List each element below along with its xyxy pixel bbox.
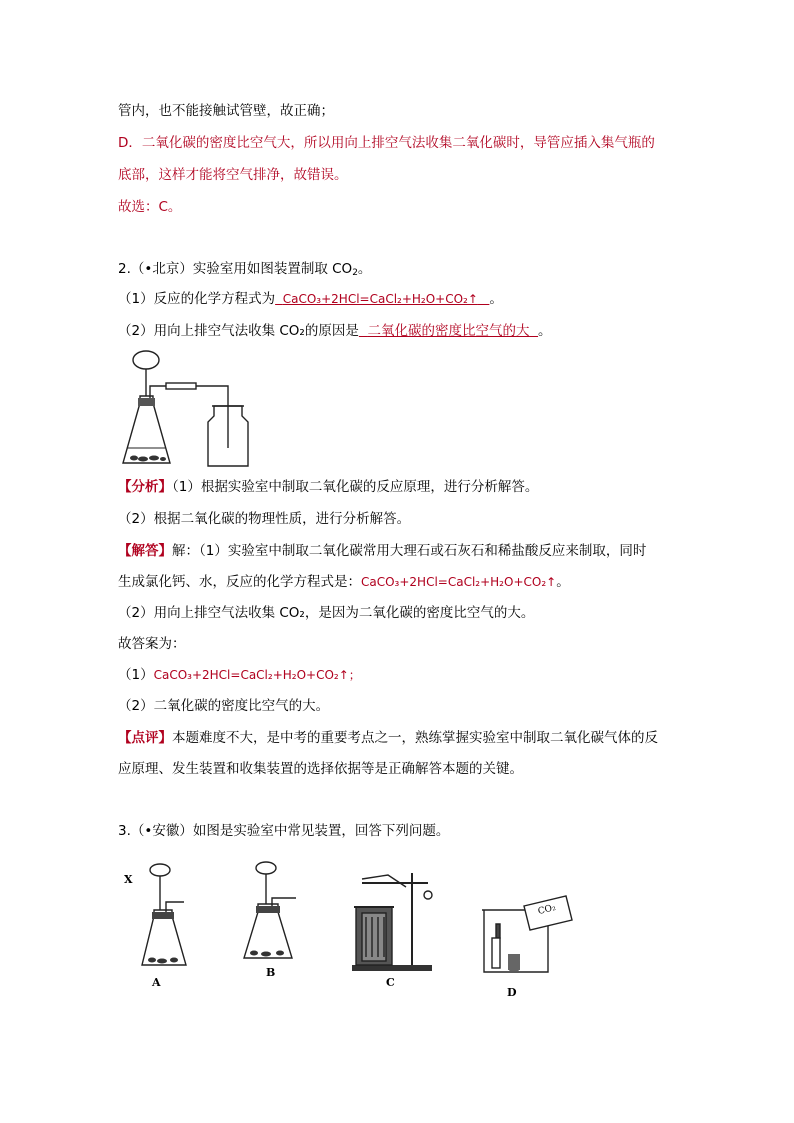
comment-line2: 应原理、发生装置和收集装置的选择依据等是正确解答本题的关键。 xyxy=(118,761,523,777)
label-a: A xyxy=(152,976,161,989)
choice-line: 故选：C。 xyxy=(118,199,182,215)
answer-equation: CaCO₃+2HCl=CaCl₂+H₂O+CO₂↑ xyxy=(361,575,557,589)
answer-line6: （2）二氧化碳的密度比空气的大。 xyxy=(118,698,330,714)
prev-line: 管内，也不能接触试管壁，故正确； xyxy=(118,103,334,119)
answer-tag: 【解答】 xyxy=(118,543,172,559)
apparatus-c xyxy=(348,865,443,975)
apparatus-b xyxy=(238,858,308,968)
answer-line1: 【解答】解：（1）实验室中制取二氧化碳常用大理石或石灰石和稀盐酸反应来制取，同时 xyxy=(118,543,647,559)
q2-part1-answer: CaCO₃+2HCl=CaCl₂+H₂O+CO₂↑ xyxy=(282,292,478,306)
q2-apparatus-figure xyxy=(118,348,268,473)
label-x: X xyxy=(124,873,133,886)
analysis-tag: 【分析】 xyxy=(118,479,172,495)
analysis-line2: （2）根据二氧化碳的物理性质，进行分析解答。 xyxy=(118,511,411,527)
q2-part2: （2）用向上排空气法收集 CO₂的原因是 二氧化碳的密度比空气的大 。 xyxy=(118,323,552,339)
option-d-line2: 底部，这样才能将空气排净，故错误。 xyxy=(118,167,348,183)
answer-line4: 故答案为： xyxy=(118,636,186,652)
analysis-line1: 【分析】（1）根据实验室中制取二氧化碳的反应原理，进行分析解答。 xyxy=(118,479,539,495)
label-d: D xyxy=(507,986,517,999)
q2-part1: （1）反应的化学方程式为 CaCO₃+2HCl=CaCl₂+H₂O+CO₂↑ 。 xyxy=(118,291,503,307)
comment-line1: 【点评】本题难度不大，是中考的重要考点之一，熟练掌握实验室中制取二氧化碳气体的反 xyxy=(118,730,658,746)
option-d-line1: D．二氧化碳的密度比空气大，所以用向上排空气法收集二氧化碳时，导管应插入集气瓶的 xyxy=(118,135,655,151)
answer-line2: 生成氯化钙、水，反应的化学方程式是：CaCO₃+2HCl=CaCl₂+H₂O+CO₂↑。 xyxy=(118,574,570,590)
apparatus-a xyxy=(138,860,198,975)
q2-stem: 2.（•北京）实验室用如图装置制取 $CO_2$。 xyxy=(118,261,372,278)
label-c: C xyxy=(386,976,395,989)
co2-label: CO₂ xyxy=(537,902,557,918)
q3-stem: 3.（•安徽）如图是实验室中常见装置，回答下列问题。 xyxy=(118,823,450,839)
label-b: B xyxy=(266,966,276,979)
answer-line5: （1）CaCO₃+2HCl=CaCl₂+H₂O+CO₂↑； xyxy=(118,667,361,683)
apparatus-d xyxy=(478,888,578,978)
q2-part2-answer: 二氧化碳的密度比空气的大 xyxy=(367,323,530,339)
answer-line3: （2）用向上排空气法收集 CO₂，是因为二氧化碳的密度比空气的大。 xyxy=(118,605,535,621)
comment-tag: 【点评】 xyxy=(118,730,172,746)
